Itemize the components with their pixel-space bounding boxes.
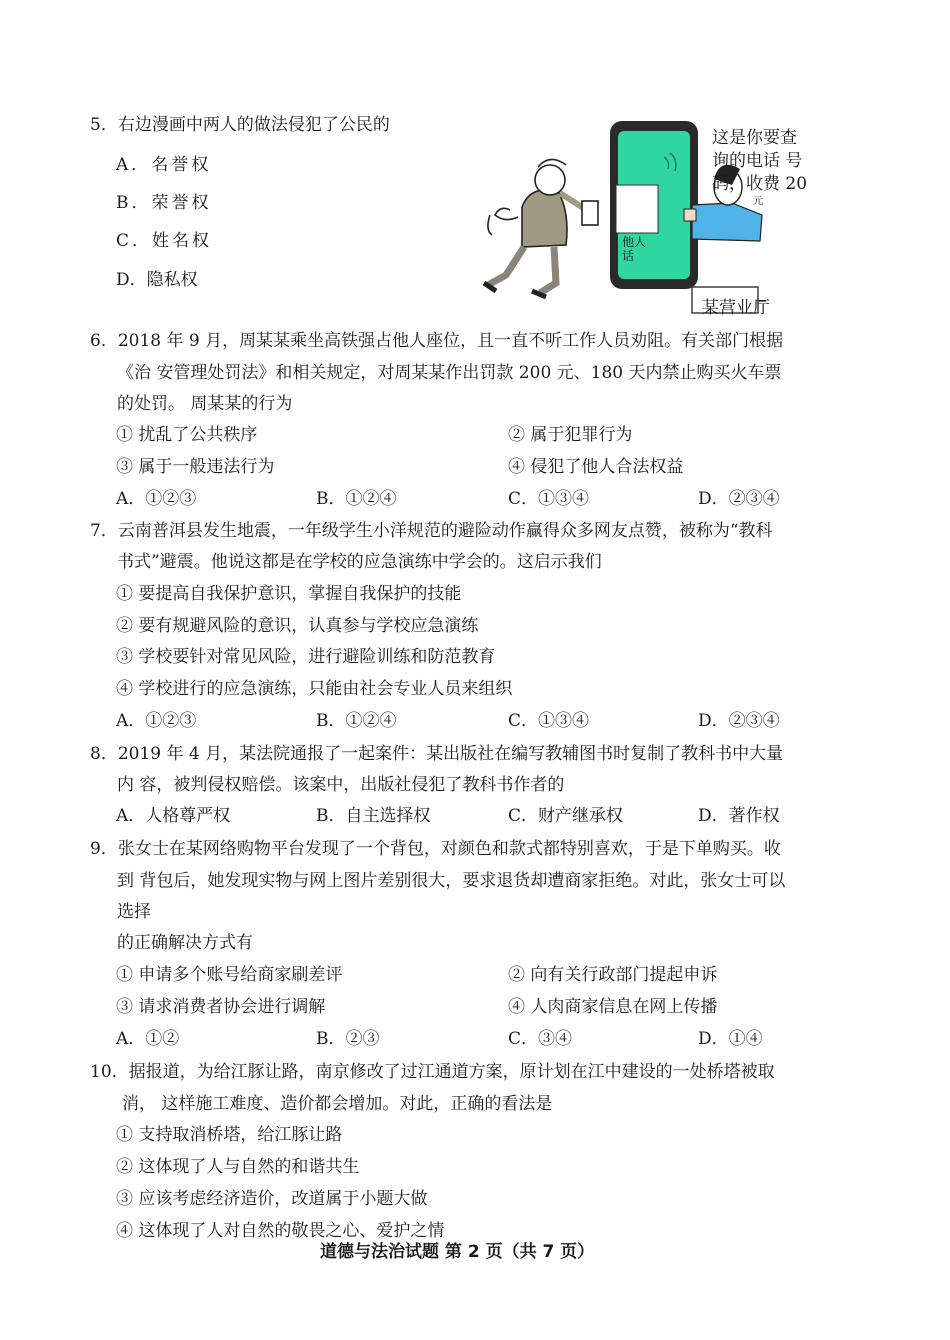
man-running-icon bbox=[484, 159, 598, 297]
q10-item-3: ③ 应该考虑经济造价，改道属于小题大做 bbox=[116, 1189, 428, 1209]
q9-choice-a: A．①② bbox=[116, 1029, 180, 1049]
q9-choice-c: C．③④ bbox=[508, 1029, 573, 1049]
q5-option-b: B．荣誉权 bbox=[116, 193, 212, 213]
speech-bubble-line-2: 询的电话 号 bbox=[712, 151, 803, 171]
q6-choice-d: D．②③④ bbox=[698, 489, 780, 509]
q7-choice-b: B．①②④ bbox=[316, 711, 397, 731]
q9-line-3: 的正确解决方式有 bbox=[117, 933, 253, 953]
q6-item-2: ② 属于犯罪行为 bbox=[508, 425, 633, 445]
q8-stem: 8．2019 年 4 月，某法院通报了一起案件：某出版社在编写教辅图书时复制了教科书中大量 bbox=[90, 744, 784, 764]
q5-option-d: D．隐私权 bbox=[116, 270, 198, 290]
q9-stem: 9．张女士在某网络购物平台发现了一个背包，对颜色和款式都特别喜欢，于是下单购买。收 bbox=[90, 839, 781, 859]
speech-bubble-line-3: 码，收费 20 bbox=[712, 174, 808, 194]
q10-item-2: ② 这体现了人与自然的和谐共生 bbox=[116, 1157, 360, 1177]
q6-choice-b: B．①②④ bbox=[316, 489, 397, 509]
q5-option-a: A．名誉权 bbox=[116, 155, 212, 175]
q7-item-4: ④ 学校进行的应急演练，只能由社会专业人员来组织 bbox=[116, 679, 513, 699]
booth-label: 某营业厅 bbox=[702, 298, 770, 318]
q8-choice-a: A．人格尊严权 bbox=[116, 806, 231, 826]
q7-choice-c: C．①③④ bbox=[508, 711, 590, 731]
q9-choice-b: B．②③ bbox=[316, 1029, 380, 1049]
q8-line-1: 内 容，被判侵权赔偿。该案中，出版社侵犯了教科书作者的 bbox=[117, 775, 565, 795]
q8-choice-d: D．著作权 bbox=[698, 806, 780, 826]
q9-item-1: ① 申请多个账号给商家刷差评 bbox=[116, 965, 343, 985]
page-footer: 道德与法治试题 第 2 页（共 7 页） bbox=[320, 1242, 595, 1262]
q7-choice-a: A．①②③ bbox=[116, 711, 197, 731]
q9-item-4: ④ 人肉商家信息在网上传播 bbox=[508, 997, 718, 1017]
q7-stem: 7．云南普洱县发生地震，一年级学生小洋规范的避险动作赢得众多网友点赞，被称为“教科 bbox=[90, 521, 773, 541]
q6-choice-c: C．①③④ bbox=[508, 489, 590, 509]
q6-item-3: ③ 属于一般违法行为 bbox=[116, 457, 275, 477]
paper-note-label: 他人话 bbox=[622, 235, 647, 263]
phone-screen-icon bbox=[610, 121, 698, 289]
q6-item-4: ④ 侵犯了他人合法权益 bbox=[508, 457, 684, 477]
q8-choice-b: B．自主选择权 bbox=[316, 806, 431, 826]
q6-choice-a: A．①②③ bbox=[116, 489, 197, 509]
q9-item-3: ③ 请求消费者协会进行调解 bbox=[116, 997, 326, 1017]
q9-choice-d: D．①④ bbox=[698, 1029, 763, 1049]
q9-line-1: 到 背包后，她发现实物与网上图片差别很大，要求退货却遭商家拒绝。对此，张女士可以 bbox=[117, 871, 786, 891]
q7-item-2: ② 要有规避风险的意识，认真参与学校应急演练 bbox=[116, 616, 479, 636]
q7-item-1: ① 要提高自我保护意识，掌握自我保护的技能 bbox=[116, 584, 462, 604]
q7-line-1: 书式”避震。他说这都是在学校的应急演练中学会的。这启示我们 bbox=[117, 552, 602, 572]
q10-item-4: ④ 这体现了人对自然的敬畏之心、爱护之情 bbox=[116, 1221, 445, 1241]
q9-item-2: ② 向有关行政部门提起申诉 bbox=[508, 965, 718, 985]
q10-stem: 10．据报道，为给江豚让路，南京修改了过江通道方案，原计划在江中建设的一处桥塔被取 bbox=[90, 1062, 775, 1082]
q10-line-1: 消， 这样施工难度、造价都会增加。对此，正确的看法是 bbox=[122, 1094, 553, 1114]
q7-choice-d: D．②③④ bbox=[698, 711, 780, 731]
speech-bubble-line-1: 这是你要查 bbox=[712, 128, 797, 148]
q8-choice-c: C．财产继承权 bbox=[508, 806, 624, 826]
q10-item-1: ① 支持取消桥塔，给江豚让路 bbox=[116, 1125, 343, 1145]
q6-line-1: 《治 安管理处罚法》和相关规定，对周某某作出罚款 200 元、180 天内禁止购买火车票 bbox=[117, 363, 782, 383]
q6-line-2: 的处罚。 周某某的行为 bbox=[117, 394, 293, 414]
q6-stem: 6．2018 年 9 月，周某某乘坐高铁强占他人座位，且一直不听工作人员劝阻。有关部门根据 bbox=[90, 331, 784, 351]
q7-item-3: ③ 学校要针对常见风险，进行避险训练和防范教育 bbox=[116, 647, 496, 667]
speech-bubble-line-4: 元 bbox=[753, 196, 763, 207]
cartoon-illustration bbox=[470, 115, 830, 327]
q9-line-2: 选择 bbox=[117, 902, 151, 922]
q5-stem: 5．右边漫画中两人的做法侵犯了公民的 bbox=[90, 115, 390, 135]
q6-item-1: ① 扰乱了公共秩序 bbox=[116, 425, 258, 445]
q5-option-c: C．姓名权 bbox=[116, 231, 213, 251]
